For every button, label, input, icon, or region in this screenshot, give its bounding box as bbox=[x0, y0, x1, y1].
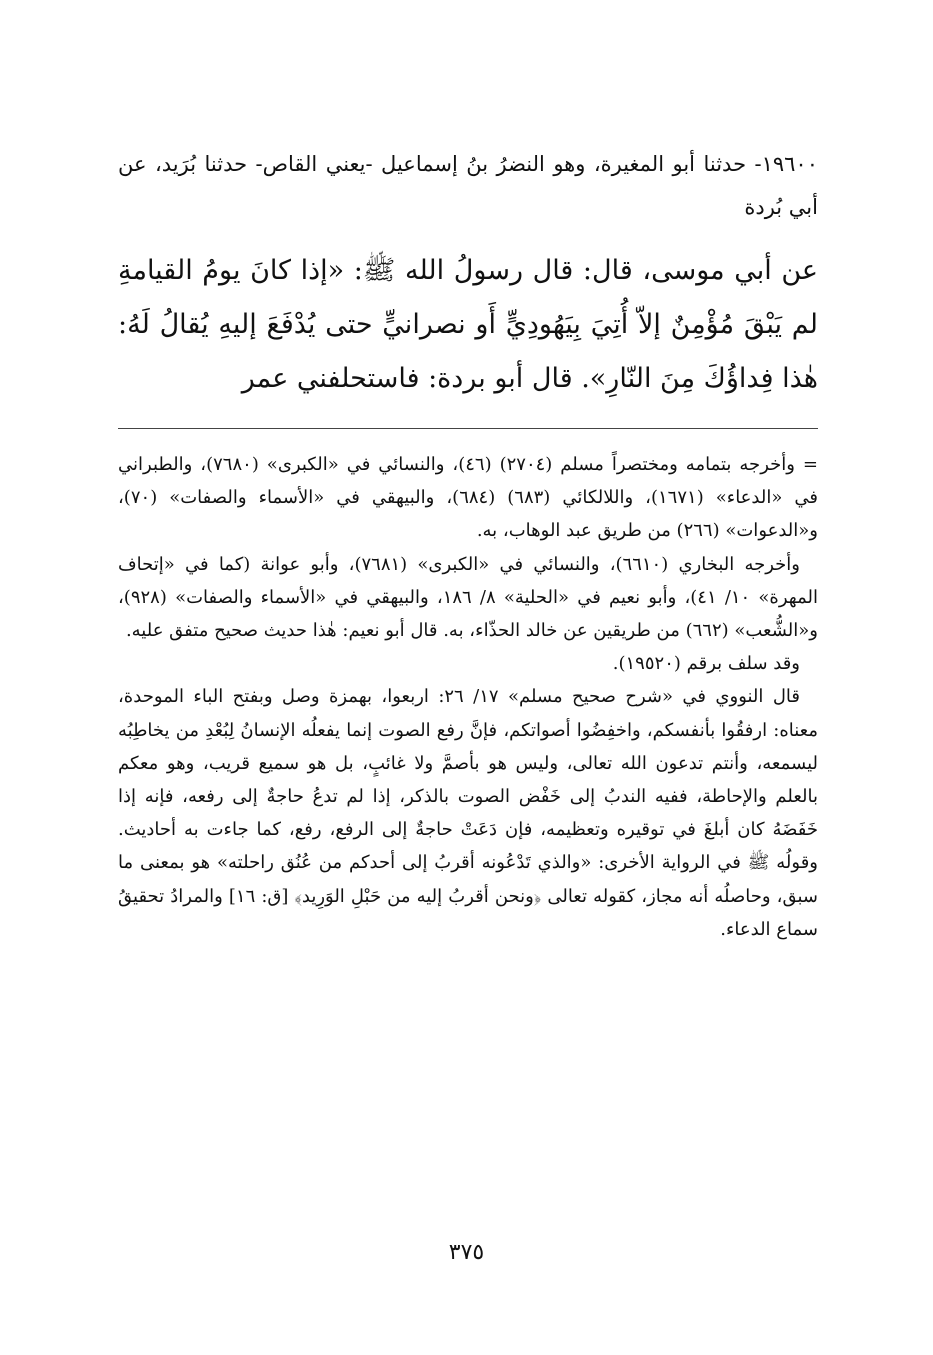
footnote-paragraph: = وأخرجه بتمامه ومختصراً مسلم (٢٧٠٤) (٤٦)، والنسائي في «الكبرى» (٧٦٨٠)، والطبراني في «الدعاء» (١٦٧١)، واللالكائي (٦٨٣) (٦٨٤)، والبيهقي في «الأسماء والصفات» (٧٠)، و«الدعوات» (٢٦٦) من طريق عبد الوهاب، به. bbox=[118, 454, 818, 542]
hadith-chain-header: ١٩٦٠٠- حدثنا أبو المغيرة، وهو النضرُ بنُ إسماعيل -يعني القاص- حدثنا بُرَيد، عن أبي بُردة bbox=[118, 152, 818, 219]
footnotes bbox=[118, 448, 818, 946]
footnote-paragraph: قال النووي في «شرح صحيح مسلم» ١٧/ ٢٦: اربعوا، بهمزة وصل وبفتح الباء الموحدة، معناه: ارفقُوا بأنفسكم، واخفِضُوا أصواتكم، فإنَّ رفع الصوت إنما يفعلُه الإنسانُ لِبُعْدِ من يخاطِبُه ليسمعه، وأنتم تدعون الله تعالى، وليس هو بأصمَّ ولا غائبٍ، بل هو سميع قريب، وهو معكم بالعلم والإحاطة، ففيه الندبُ إلى خَفْض الصوت بالذكر، إذا لم تدعُ حاجةٌ إلى رفعه، فإنه إذا خَفَضَهُ كان أبلغَ في توقيره وتعظيمه، فإن دَعَتْ حاجةٌ إلى الرفع، رفع، كما جاءت به أحاديث. وقولُه ﷺ في الرواية الأخرى: «والذي تَدْعُونه أقربُ إلى أحدكم من عُنُق راحلته» هو بمعنى ما سبق، وحاصلُه أنه مجاز، كقوله تعالى ﴿ونحن أقربُ إليه من حَبْلِ الوَرِيد﴾ [ق: ١٦] والمرادُ تحقيقُ سماع الدعاء. bbox=[118, 686, 818, 940]
page-number: ٣٧٥ bbox=[448, 1240, 485, 1265]
footnote-divider bbox=[118, 428, 818, 429]
footnote-paragraph: وقد سلف برقم (١٩٥٢٠). bbox=[612, 653, 800, 675]
hadith-main-text: عن أبي موسى، قال: قال رسولُ الله ﷺ: «إذا كانَ يومُ القيامةِ لم يَبْقَ مُؤْمِنٌ إلاّ أُتِيَ بِيَهُودِيٍّ أَو نصرانيٍّ حتى يُدْفَعَ إليهِ يُقالُ لَهُ: هٰذا فِداؤُكَ مِنَ النّارِ». قال أبو بردة: فاستحلفني عمر bbox=[118, 255, 818, 394]
footnote-paragraph: وأخرجه البخاري (٦٦١٠)، والنسائي في «الكبرى» (٧٦٨١)، وأبو عوانة (كما في «إتحاف المهرة» ١٠/ ٤١)، وأبو نعيم في «الحلية» ٨/ ١٨٦، والبيهقي في «الأسماء والصفات» (٩٢٨)، و«الشُّعب» (٦٦٢) من طريقين عن خالد الحذّاء، به. قال أبو نعيم: هٰذا حديث صحيح متفق عليه. bbox=[118, 553, 818, 642]
